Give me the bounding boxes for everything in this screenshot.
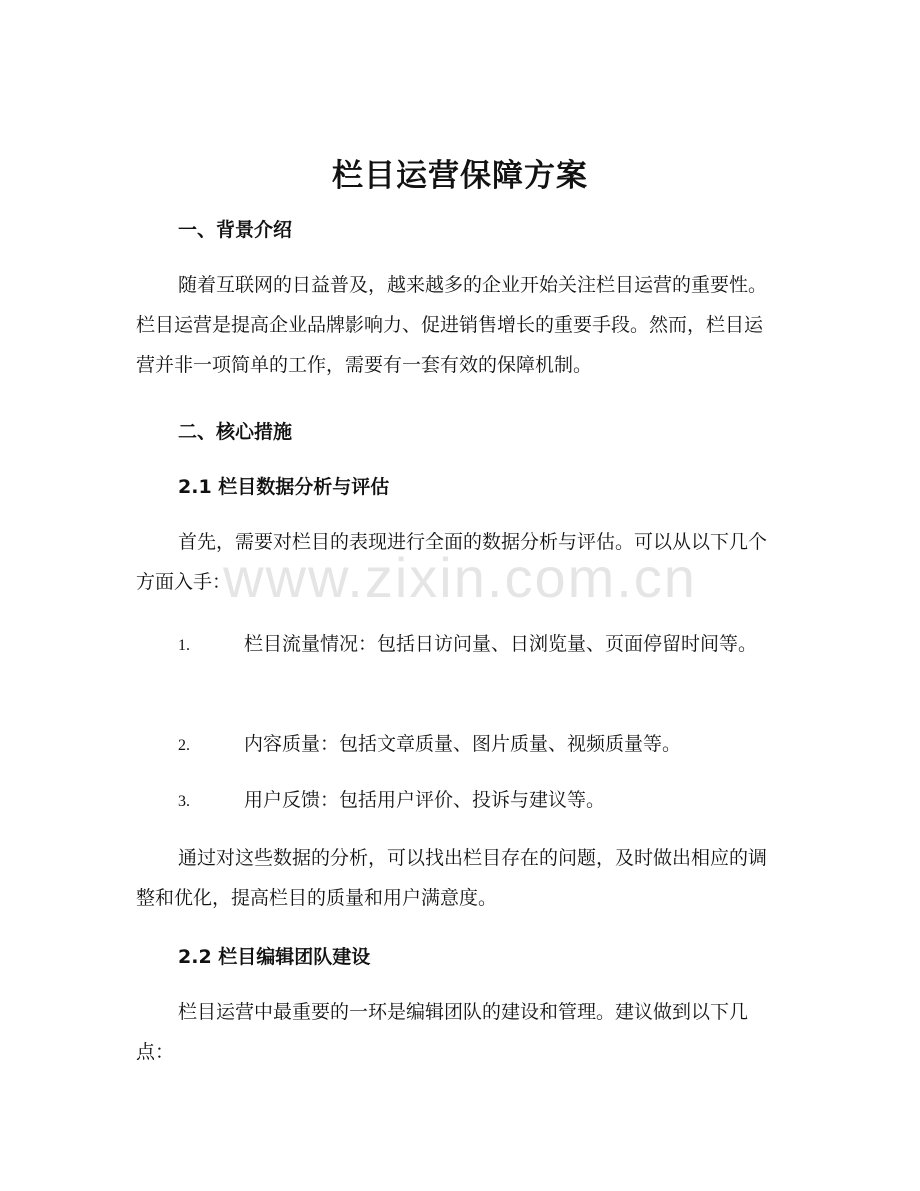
section-heading-core-measures: 二、核心措施	[178, 421, 293, 443]
subsection-heading-editorial-team: 2.2 栏目编辑团队建设	[178, 946, 371, 968]
section-heading-background: 一、背景介绍	[178, 219, 293, 241]
data-analysis-conclusion: 通过对这些数据的分析，可以找出栏目存在的问题，及时做出相应的调整和优化，提高栏目的质量和用户满意度。	[136, 847, 768, 909]
background-paragraph: 随着互联网的日益普及，越来越多的企业开始关注栏目运营的重要性。栏目运营是提高企业品牌影响力、促进销售增长的重要手段。然而，栏目运营并非一项简单的工作，需要有一套有效的保障机制。	[136, 274, 768, 376]
subsection-heading-data-analysis: 2.1 栏目数据分析与评估	[178, 476, 390, 498]
watermark: www.zixin.com.cn	[223, 546, 697, 609]
list-item-text: 栏目流量情况：包括日访问量、日浏览量、页面停留时间等。	[244, 633, 758, 655]
list-item-number: 2.	[178, 737, 190, 754]
document-title: 栏目运营保障方案	[332, 158, 588, 194]
list-item-number: 3.	[178, 793, 190, 810]
list-item	[136, 624, 776, 666]
list-item-number: 1.	[178, 637, 190, 654]
list-item	[136, 780, 776, 822]
editorial-team-intro: 栏目运营中最重要的一环是编辑团队的建设和管理。建议做到以下几点：	[136, 1001, 749, 1063]
list-item	[136, 724, 776, 766]
list-item-text: 内容质量：包括文章质量、图片质量、视频质量等。	[244, 733, 682, 755]
list-item-text: 用户反馈：包括用户评价、投诉与建议等。	[244, 789, 606, 811]
data-analysis-intro: 首先，需要对栏目的表现进行全面的数据分析与评估。可以从以下几个方面入手：	[136, 531, 768, 593]
